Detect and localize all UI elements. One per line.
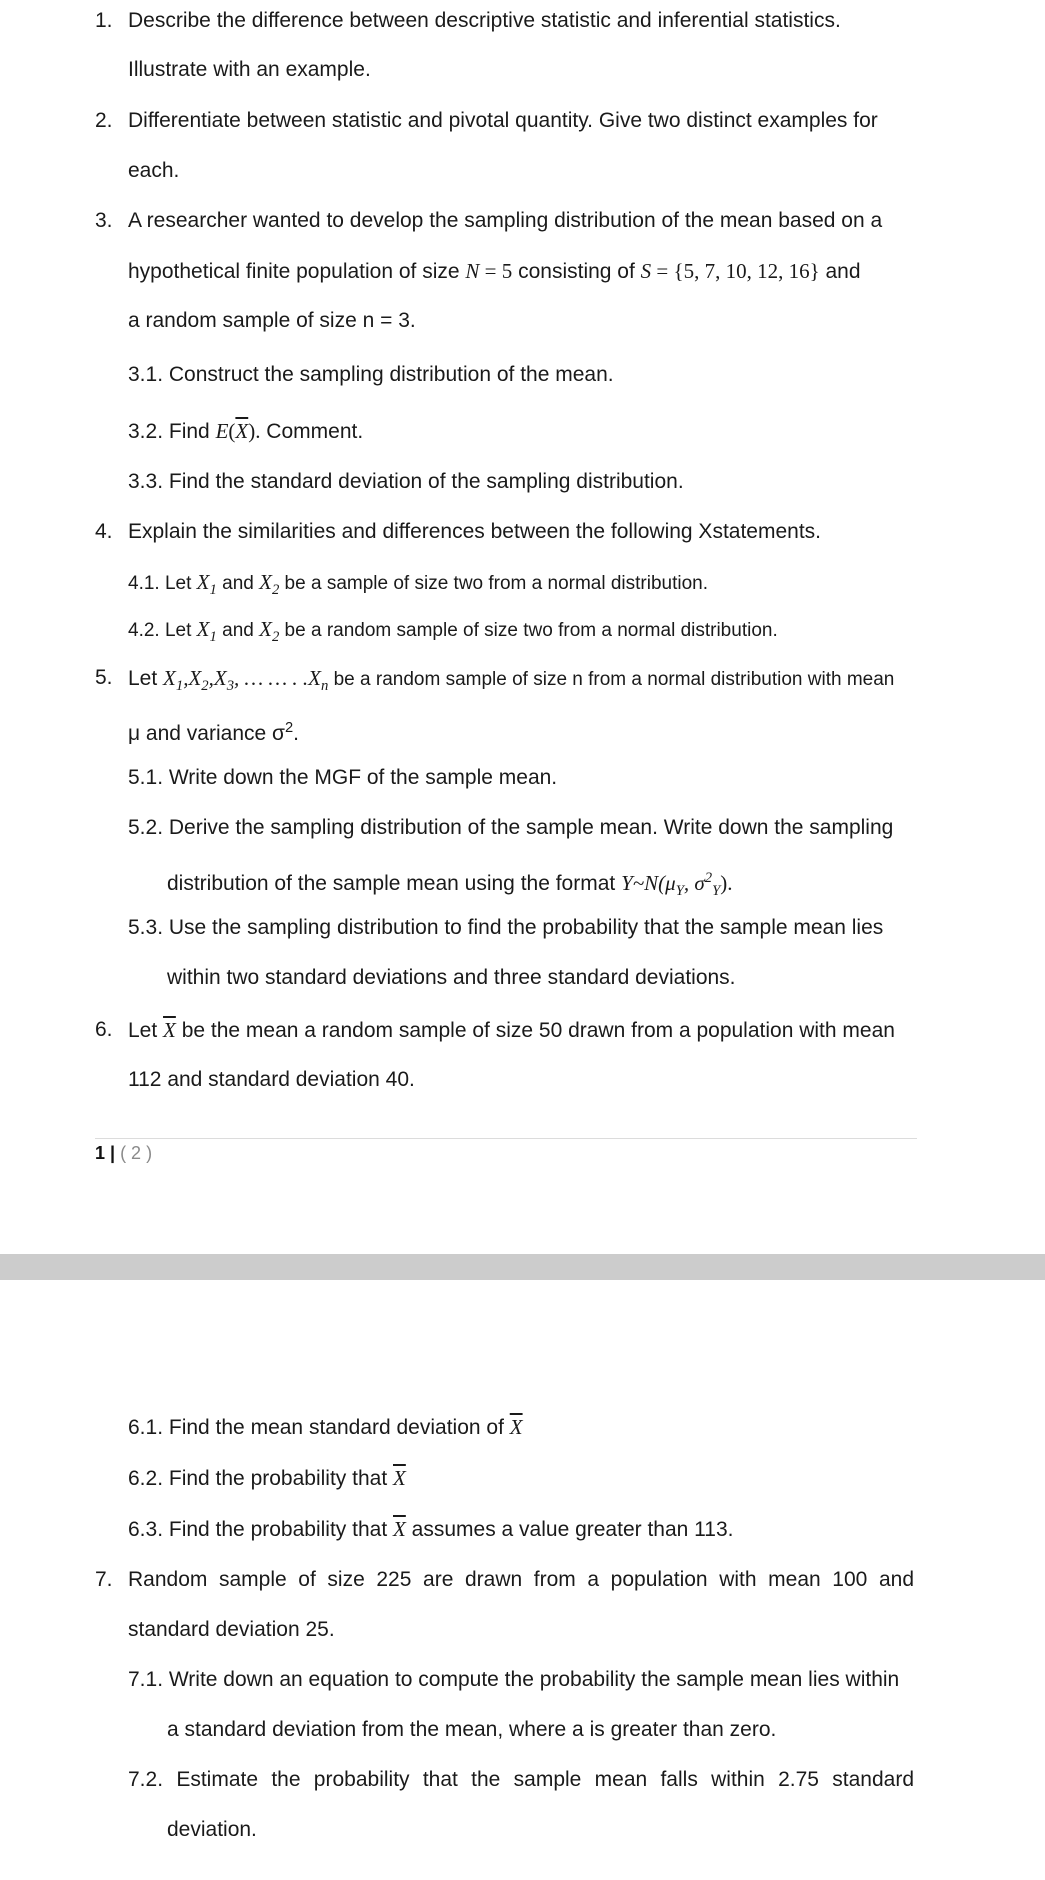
y-var: Y bbox=[621, 871, 633, 895]
question-2-number: 2. bbox=[95, 109, 113, 132]
subscript: 2 bbox=[271, 629, 280, 646]
x-var: X bbox=[196, 570, 210, 594]
q4-1-x1 bbox=[196, 570, 217, 599]
q5-2-text: distribution of the sample mean using the format bbox=[167, 872, 622, 895]
footer-divider bbox=[95, 1138, 917, 1139]
q4-2-x2 bbox=[259, 617, 280, 646]
question-3-1: 3.1. Construct the sampling distribution of the mean. bbox=[128, 363, 614, 386]
question-2-line-1: Differentiate between statistic and pivotal quantity. Give two distinct examples for bbox=[128, 109, 878, 132]
q3-2-math-E: E bbox=[215, 419, 229, 443]
question-4-2 bbox=[128, 616, 778, 650]
x-var: X bbox=[188, 666, 202, 690]
question-7-1-line-2: a standard deviation from the mean, where a is greater than zero. bbox=[167, 1718, 777, 1741]
question-1-number: 1. bbox=[95, 9, 113, 32]
x-var: X bbox=[259, 617, 272, 641]
q3-2-xbar: $\overline{X}$ bbox=[235, 419, 249, 443]
q4-1-text-a: 4.1. Let bbox=[128, 573, 197, 594]
q3-math-N: N bbox=[465, 259, 480, 283]
page-gap bbox=[0, 1254, 1045, 1280]
q5-2-close: ). bbox=[720, 871, 733, 895]
question-3-number: 3. bbox=[95, 209, 113, 232]
subscript: 1 bbox=[209, 582, 217, 599]
q4-2-x1 bbox=[196, 617, 217, 646]
question-1-line-1: Describe the difference between descriptive statistic and inferential statistics. bbox=[128, 9, 841, 32]
q6-3-xbar: $\overline{X}$ bbox=[393, 1517, 406, 1541]
q4-1-text-c: be a sample of size two from a normal distribution. bbox=[279, 573, 709, 594]
page-current: 1 bbox=[95, 1143, 106, 1163]
superscript: 2 bbox=[704, 870, 713, 886]
page-total: ( 2 ) bbox=[120, 1143, 153, 1163]
x-var: X bbox=[196, 617, 210, 641]
subscript: n bbox=[320, 678, 329, 695]
q6-1-xbar: $\overline{X}$ bbox=[509, 1415, 523, 1439]
q4-2-text-b: and bbox=[216, 620, 260, 641]
q5-let: Let bbox=[128, 667, 164, 690]
q5-text: be a random sample of size n from a normal distribution with mean bbox=[328, 669, 895, 690]
question-7-line-1: Random sample of size 225 are drawn from a population with mean 100 and bbox=[128, 1568, 914, 1591]
q6-1-text: 6.1. Find the mean standard deviation of bbox=[128, 1416, 510, 1439]
q3-text-a: hypothetical finite population of size bbox=[128, 260, 466, 283]
question-3-2 bbox=[128, 418, 363, 445]
q5-x-sequence: $X_1,X_2,X_3$, … … . $.X_n$ bbox=[163, 666, 329, 695]
question-4-1 bbox=[128, 569, 708, 603]
q3-2-paren-open: ( bbox=[228, 419, 236, 443]
period: . bbox=[293, 722, 299, 745]
question-7-2-line-1: 7.2. Estimate the probability that the sample mean falls within 2.75 standard bbox=[128, 1768, 914, 1791]
question-7-2-line-2: deviation. bbox=[167, 1818, 257, 1841]
page-number bbox=[95, 1140, 152, 1166]
q4-2-text-a: 4.2. Let bbox=[128, 620, 197, 641]
subscript: 2 bbox=[201, 678, 209, 695]
question-2-line-2: each. bbox=[128, 159, 180, 182]
x-var: X bbox=[163, 666, 176, 690]
q6-let: Let bbox=[128, 1019, 164, 1042]
question-5-2-line-2 bbox=[167, 865, 733, 904]
subscript: Y bbox=[712, 883, 721, 900]
x-var: X bbox=[259, 570, 272, 594]
q3-text-c: and bbox=[819, 260, 861, 283]
question-5-2-line-1: 5.2. Derive the sampling distribution of the sample mean. Write down the sampling bbox=[128, 816, 894, 839]
dots: , … … . . bbox=[234, 666, 309, 690]
question-7-1-line-1: 7.1. Write down an equation to compute the probability the sample mean lies within bbox=[128, 1668, 900, 1691]
subscript: Y bbox=[675, 883, 684, 900]
question-4-line-1: Explain the similarities and differences between the following Xstatements. bbox=[128, 520, 821, 543]
q6-2-xbar: $\overline{X}$ bbox=[393, 1466, 406, 1490]
q3-math-S-set: = {5, 7, 10, 12, 16} bbox=[651, 259, 820, 283]
q4-1-x2 bbox=[259, 570, 280, 599]
paren: ( bbox=[658, 871, 666, 895]
q5-2-format: $Y\sim N(\mu_Y$, $\sigma^2_Y$ bbox=[621, 870, 721, 900]
question-3-3: 3.3. Find the standard deviation of the sampling distribution. bbox=[128, 470, 684, 493]
q6-3-text-a: 6.3. Find the probability that bbox=[128, 1518, 393, 1541]
q3-2-comment: Comment. bbox=[260, 420, 364, 443]
question-6-line-1 bbox=[128, 1017, 895, 1044]
question-5-line-1 bbox=[128, 665, 894, 699]
question-6-3 bbox=[128, 1516, 733, 1543]
q3-math-N-value: = 5 bbox=[479, 259, 513, 283]
x-var: X bbox=[308, 666, 321, 690]
tilde: ~ bbox=[632, 871, 645, 895]
question-7-line-2: standard deviation 25. bbox=[128, 1618, 335, 1641]
question-5-3-line-2: within two standard deviations and three standard deviations. bbox=[167, 966, 736, 989]
question-7-number: 7. bbox=[95, 1568, 113, 1591]
question-3-line-1: A researcher wanted to develop the sampling distribution of the mean based on a bbox=[128, 209, 883, 232]
q4-2-text-c: be a random sample of size two from a normal distribution. bbox=[279, 620, 778, 641]
question-5-line-2 bbox=[128, 715, 299, 747]
q3-2-paren-close: ). bbox=[248, 419, 261, 443]
question-6-1 bbox=[128, 1414, 523, 1441]
question-5-1: 5.1. Write down the MGF of the sample mean. bbox=[128, 766, 558, 789]
q6-xbar: $\overline{X}$ bbox=[163, 1018, 176, 1042]
q6-2-text: 6.2. Find the probability that bbox=[128, 1467, 393, 1490]
q6-3-text-b: assumes a value greater than 113. bbox=[405, 1518, 734, 1541]
question-5-number: 5. bbox=[95, 666, 113, 689]
q3-2-text: 3.2. Find bbox=[128, 420, 216, 443]
question-6-line-2: 112 and standard deviation 40. bbox=[128, 1068, 415, 1091]
q4-1-text-b: and bbox=[216, 573, 260, 594]
page-separator: | bbox=[105, 1143, 121, 1163]
superscript: 2 bbox=[284, 720, 294, 736]
question-3-line-3: a random sample of size n = 3. bbox=[128, 309, 416, 332]
q3-math-S: S bbox=[640, 259, 652, 283]
subscript: 1 bbox=[175, 678, 184, 695]
question-1-line-2: Illustrate with an example. bbox=[128, 58, 371, 81]
question-6-number: 6. bbox=[95, 1018, 113, 1041]
question-3-line-2 bbox=[128, 258, 861, 285]
question-6-2 bbox=[128, 1465, 406, 1492]
subscript: 2 bbox=[271, 582, 280, 599]
subscript: 3 bbox=[226, 678, 235, 695]
question-5-3-line-1: 5.3. Use the sampling distribution to find the probability that the sample mean lies bbox=[128, 916, 884, 939]
q3-text-b: consisting of bbox=[512, 260, 641, 283]
x-var: X bbox=[213, 666, 227, 690]
q6-text: be the mean a random sample of size 50 drawn from a population with mean bbox=[175, 1019, 895, 1042]
question-4-number: 4. bbox=[95, 520, 113, 543]
subscript: 1 bbox=[209, 629, 217, 646]
q5-mu-sigma: μ and variance σ bbox=[128, 722, 285, 745]
